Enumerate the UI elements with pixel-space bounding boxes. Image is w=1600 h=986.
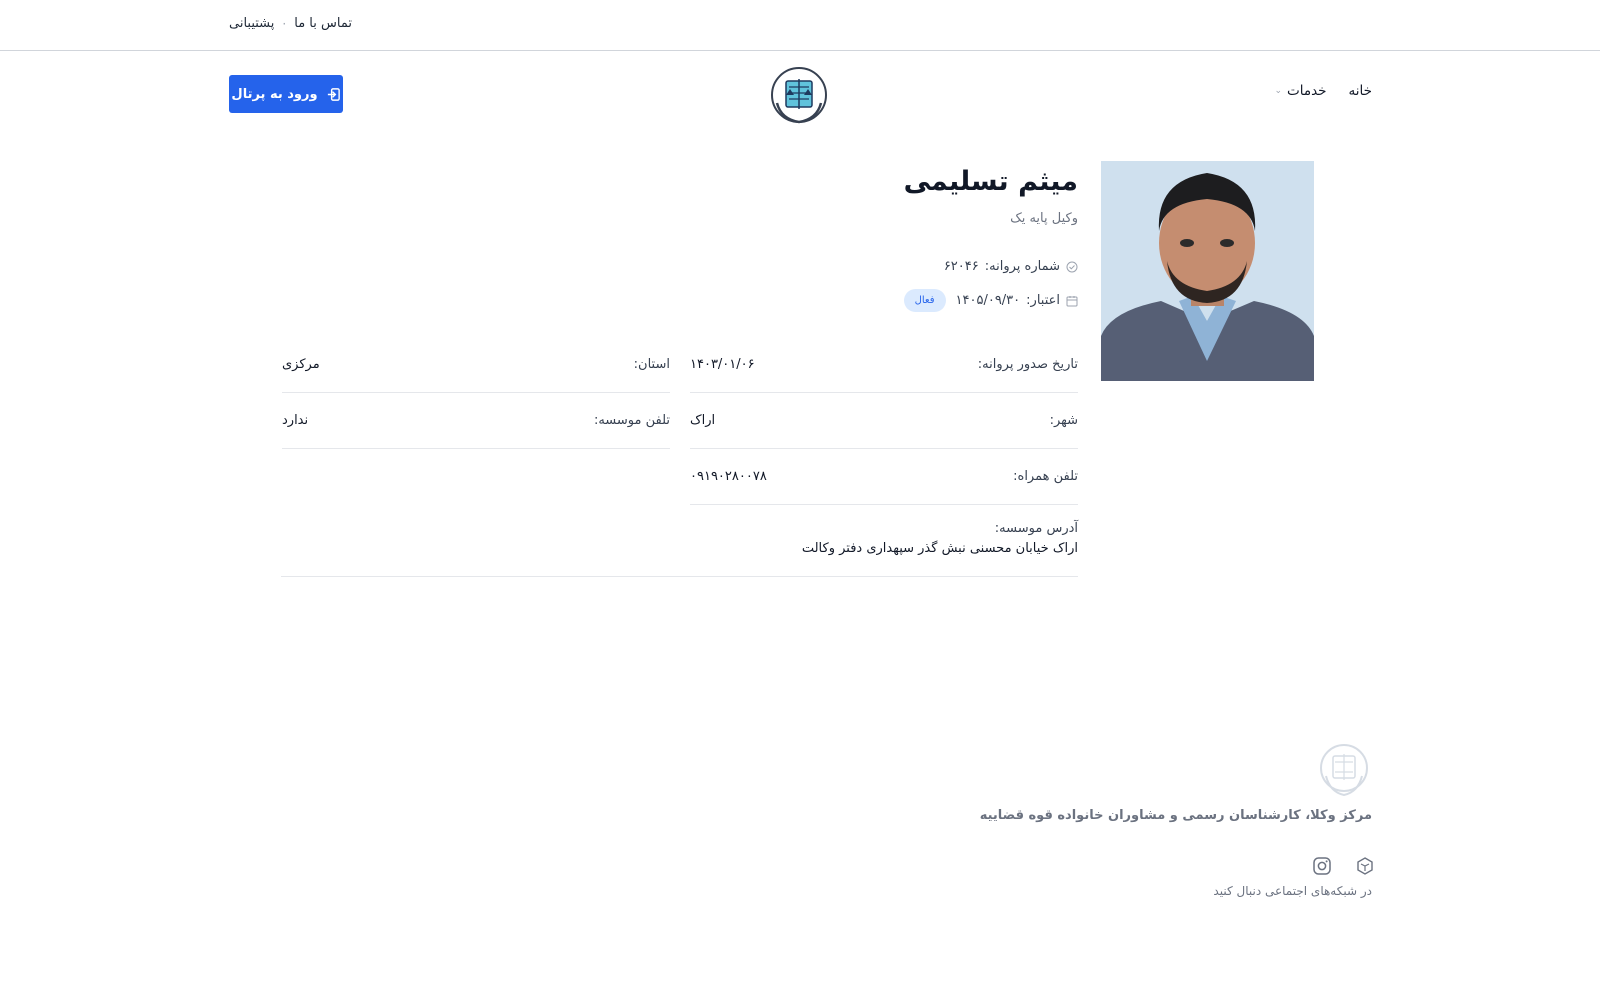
footer-logo [1318,742,1370,798]
rubika-icon[interactable] [1356,857,1374,875]
validity-date: ۱۴۰۵/۰۹/۳۰ [955,293,1021,308]
chevron-down-icon: ⌄ [1274,86,1283,96]
nav-services-label: خدمات [1287,83,1327,99]
license-number: ۶۲۰۴۶ [943,259,979,274]
city-label: شهر: [1049,413,1078,428]
province-label: استان: [633,357,670,372]
footer-org-name: مرکز وکلا، کارشناسان رسمی و مشاوران خانواده قوه قضاییه [979,808,1372,823]
mobile-value[interactable]: ۰۹۱۹۰۲۸۰۰۷۸ [690,469,767,484]
contact-link[interactable]: تماس با ما [294,16,352,31]
main-nav [1274,83,1372,99]
calendar-icon [1066,295,1078,307]
issue-date-value: ۱۴۰۳/۰۱/۰۶ [690,357,755,372]
validity-label: اعتبار: [1026,293,1060,308]
address-label: آدرس موسسه: [994,521,1078,536]
lawyer-name: میثم تسلیمی [903,166,1078,197]
province-value: مرکزی [282,357,320,372]
office-phone-value: ندارد [282,413,309,428]
judiciary-logo[interactable] [769,65,829,125]
portal-login-button[interactable] [229,75,343,113]
issue-date-label: تاریخ صدور پروانه: [977,357,1078,372]
office-phone-label: تلفن موسسه: [593,413,670,428]
support-link[interactable]: پشتیبانی [229,16,275,31]
follow-text: در شبکه‌های اجتماعی دنبال کنید [1213,884,1372,898]
top-links [229,16,352,31]
issue-date-field [690,349,1078,393]
lawyer-title: وکیل پایه یک [1010,211,1078,226]
status-badge: فعال [904,289,946,312]
mobile-label: تلفن همراه: [1013,469,1078,484]
separator-dot: · [282,16,287,31]
nav-home[interactable]: خانه [1348,83,1372,99]
city-value: اراک [690,413,716,428]
license-label: شماره پروانه: [984,259,1060,274]
portal-button-label: ورود به پرتال [231,86,318,102]
license-row [944,259,1078,274]
instagram-icon[interactable] [1312,856,1332,876]
top-bar [0,0,1600,51]
validity-row [904,289,1078,312]
nav-services[interactable] [1274,83,1326,99]
city-field [690,405,1078,449]
address-field [281,521,1078,577]
mobile-field [690,461,1078,505]
address-value: اراک خیابان محسنی نبش گذر سپهداری دفتر وکالت [801,541,1078,556]
province-field [282,349,670,393]
lawyer-photo [1101,161,1314,381]
check-circle-icon [1066,261,1078,273]
office-phone-field [282,405,670,449]
login-icon [326,87,341,102]
social-links [1312,856,1374,876]
